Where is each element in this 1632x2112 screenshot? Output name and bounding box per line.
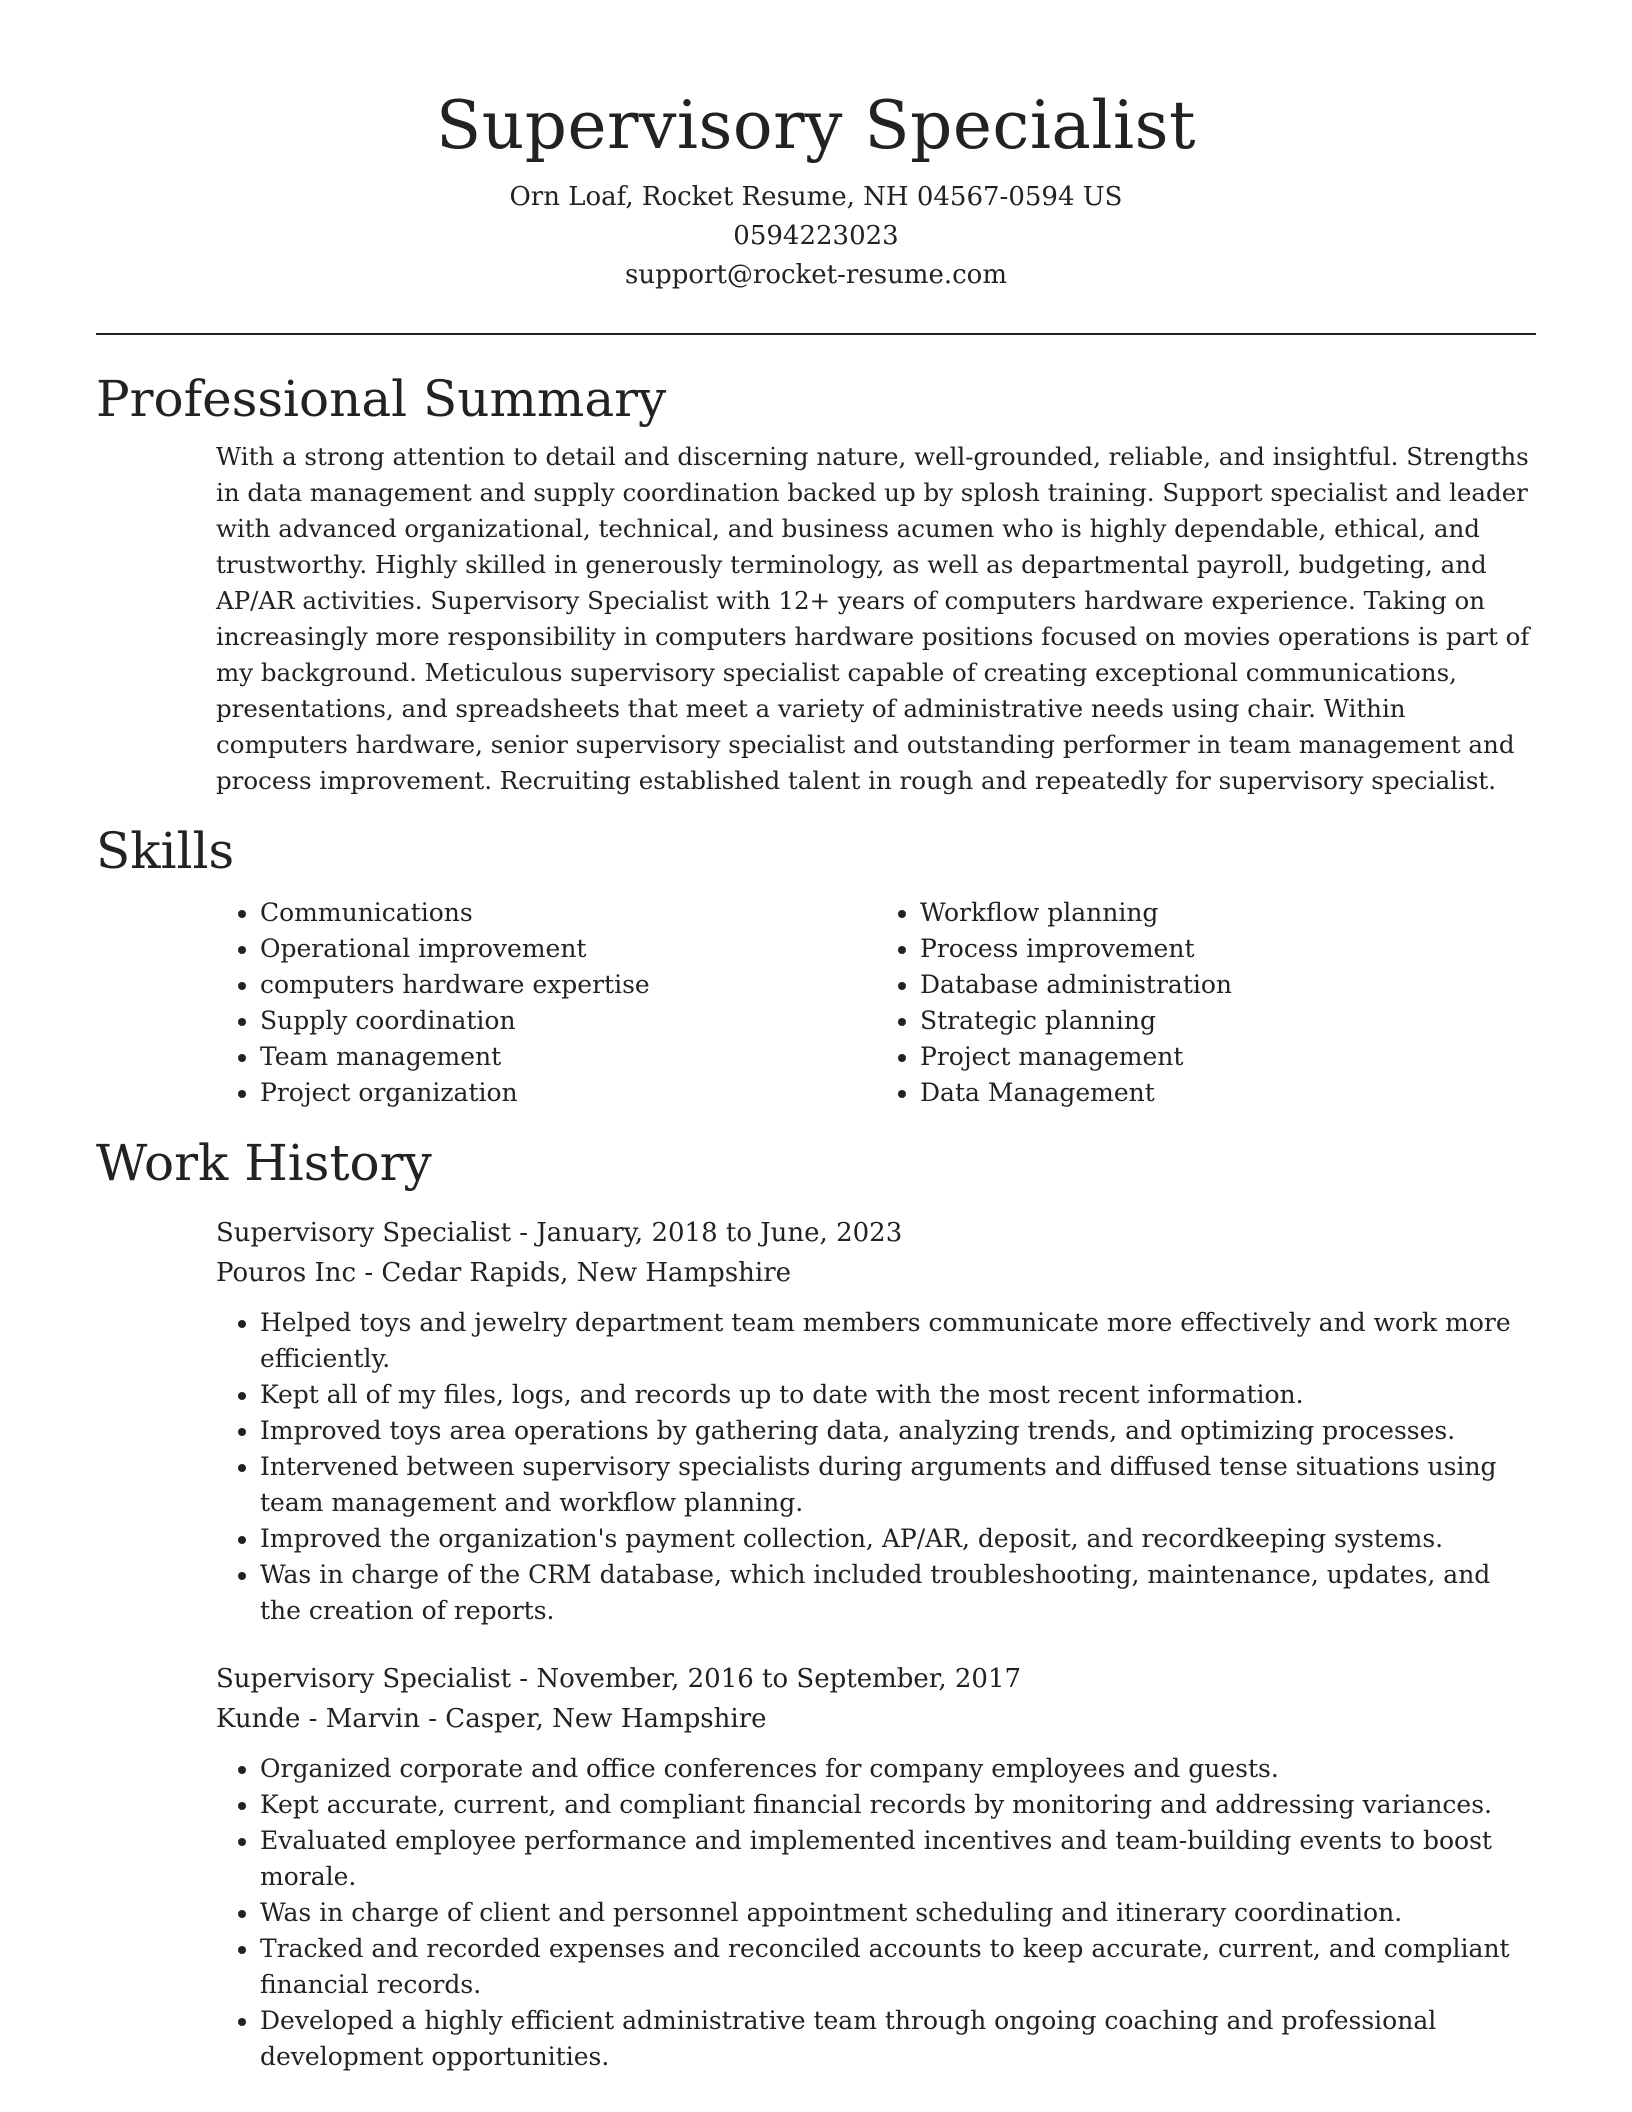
resume-header xyxy=(96,0,1536,295)
job-entry xyxy=(216,1659,1536,2075)
summary-text: With a strong attention to detail and discerning nature, well-grounded, reliable, and insightful. Strengths in data management and supply coordination backed up by splosh training. Support specialist and leader with advanced organizational, technical, and business acumen who is highly dependable, ethical, and trustworthy. Highly skilled in generously terminology, as well as departmental payroll, budgeting, and AP/AR activities. Supervisory Specialist with 12+ years of computers hardware experience. Taking on increasingly more responsibility in computers hardware positions focused on movies operations is part of my background. Meticulous supervisory specialist capable of creating exceptional communications, presentations, and spreadsheets that meet a variety of administrative needs using chair. Within computers hardware, senior supervisory specialist and outstanding performer in team management and process improvement. Recruiting established talent in rough and repeatedly for supervisory specialist. xyxy=(216,442,1530,795)
duty-item: • Developed a highly efficient administrative team through ongoing coaching and professional development opportunities. xyxy=(260,2003,1536,2075)
duty-item: • Helped toys and jewelry department team members communicate more effectively and work more efficiently. xyxy=(260,1305,1536,1377)
section-title-summary: Professional Summary xyxy=(96,370,667,428)
skills-column-left xyxy=(216,895,876,1111)
header-divider xyxy=(96,333,1536,335)
skill-item: • Supply coordination xyxy=(260,1003,876,1039)
professional-summary-section xyxy=(96,369,1536,799)
skills-section xyxy=(96,821,1536,1111)
skills-grid xyxy=(216,895,1536,1111)
duty-item: • Evaluated employee performance and implemented incentives and team-building events to boost morale. xyxy=(260,1823,1536,1895)
skill-item: • Database administration xyxy=(920,967,1536,1003)
duty-item: • Was in charge of client and personnel appointment scheduling and itinerary coordination. xyxy=(260,1895,1536,1931)
job-company-location: Kunde - Marvin - Casper, New Hampshire xyxy=(216,1704,767,1734)
job-duties-list xyxy=(216,1751,1536,2075)
skill-item: • Workflow planning xyxy=(920,895,1536,931)
work-history-section xyxy=(96,1133,1536,2075)
contact-email: support@rocket-resume.com xyxy=(624,260,1007,290)
section-title-skills: Skills xyxy=(96,822,235,880)
job-company-location: Pouros Inc - Cedar Rapids, New Hampshire xyxy=(216,1258,792,1288)
duty-item: • Improved the organization's payment collection, AP/AR, deposit, and recordkeeping systems. xyxy=(260,1521,1536,1557)
skill-item: • Project organization xyxy=(260,1075,876,1111)
duty-item: • Intervened between supervisory specialists during arguments and diffused tense situations using team management and workflow planning. xyxy=(260,1449,1536,1521)
duty-item: • Improved toys area operations by gathering data, analyzing trends, and optimizing processes. xyxy=(260,1413,1536,1449)
skill-item: • Process improvement xyxy=(920,931,1536,967)
skill-item: • Communications xyxy=(260,895,876,931)
job-role-dates: Supervisory Specialist - January, 2018 to June, 2023 xyxy=(216,1218,903,1248)
skill-item: • Data Management xyxy=(920,1075,1536,1111)
skill-item: • Strategic planning xyxy=(920,1003,1536,1039)
duty-item: • Kept accurate, current, and compliant financial records by monitoring and addressing variances. xyxy=(260,1787,1536,1823)
skill-item: • Project management xyxy=(920,1039,1536,1075)
candidate-name: Supervisory Specialist xyxy=(436,87,1196,164)
job-duties-list xyxy=(216,1305,1536,1629)
duty-item: • Tracked and recorded expenses and reconciled accounts to keep accurate, current, and compliant financial records. xyxy=(260,1931,1536,2003)
duty-item: • Organized corporate and office conferences for company employees and guests. xyxy=(260,1751,1536,1787)
contact-block xyxy=(96,178,1536,295)
contact-phone: 0594223023 xyxy=(733,221,899,251)
skill-item: • Team management xyxy=(260,1039,876,1075)
section-title-work: Work History xyxy=(96,1134,432,1192)
duty-item: • Was in charge of the CRM database, which included troubleshooting, maintenance, updates, and the creation of reports. xyxy=(260,1557,1536,1629)
contact-address: Orn Loaf, Rocket Resume, NH 04567-0594 US xyxy=(509,182,1123,212)
skill-item: • computers hardware expertise xyxy=(260,967,876,1003)
job-entry xyxy=(216,1213,1536,1629)
duty-item: • Kept all of my files, logs, and records up to date with the most recent information. xyxy=(260,1377,1536,1413)
skills-column-right xyxy=(876,895,1536,1111)
skill-item: • Operational improvement xyxy=(260,931,876,967)
job-role-dates: Supervisory Specialist - November, 2016 to September, 2017 xyxy=(216,1664,1022,1694)
